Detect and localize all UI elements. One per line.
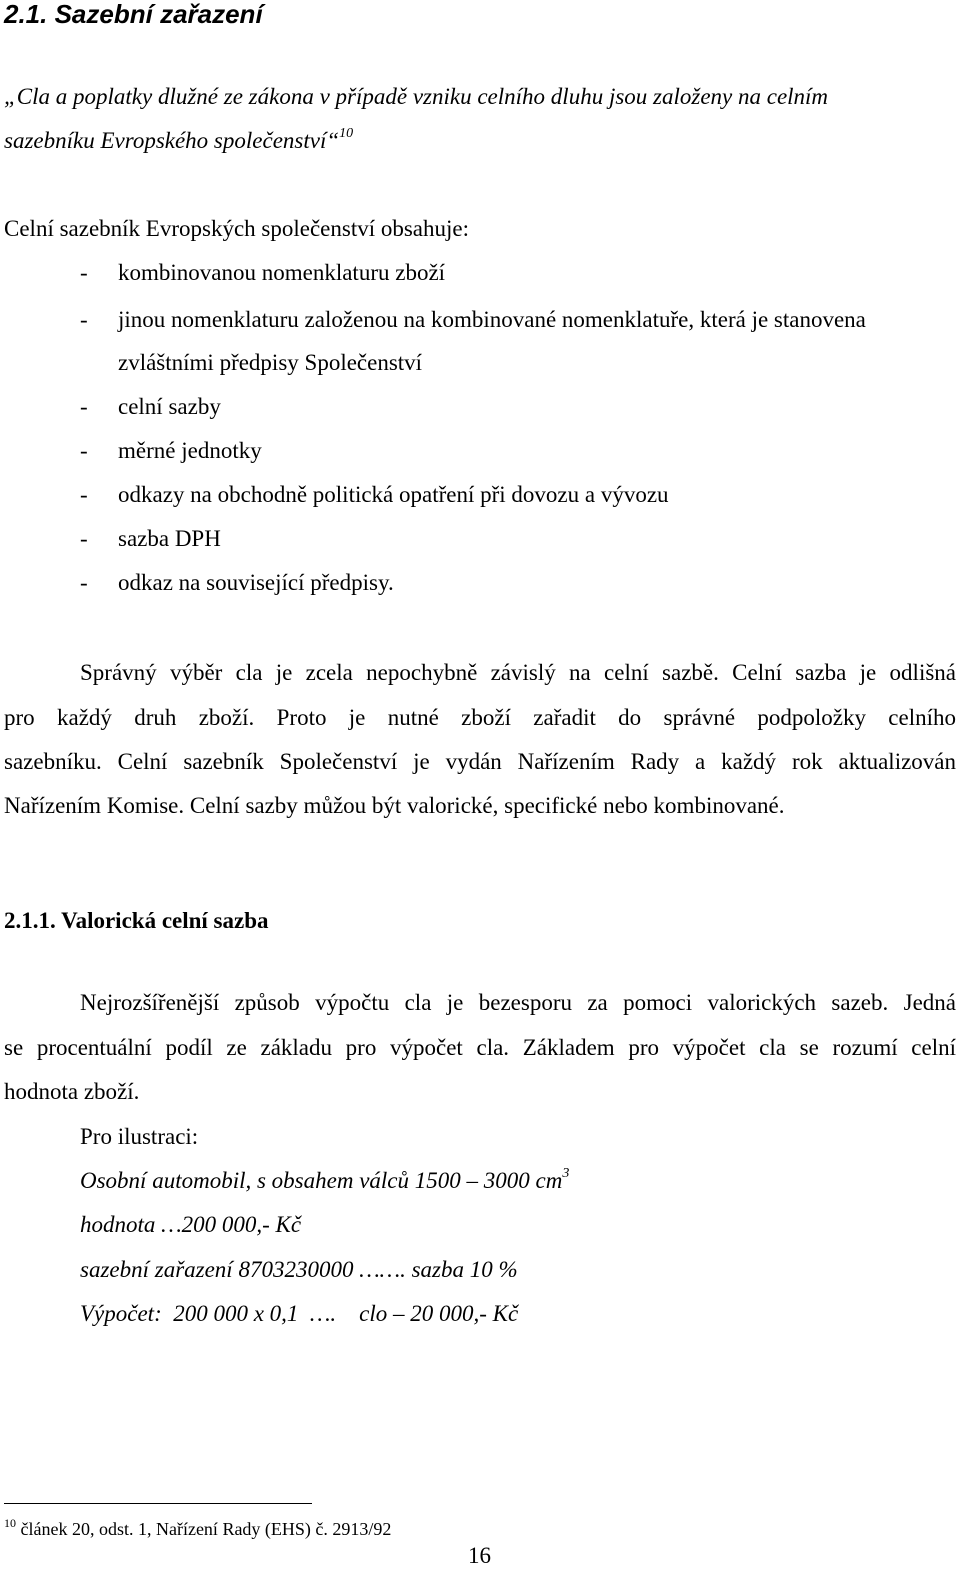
list-item: odkaz na související předpisy. [118,570,394,595]
paragraph-1-line-2: pro každý druh zboží. Proto je nutné zboží zařadit do správné podpoložky celního [4,705,956,730]
illustration-line-1-text: Osobní automobil, s obsahem válců 1500 – 3000 cm [80,1168,563,1193]
list-dash: - [80,438,88,463]
list-intro: Celní sazebník Evropských společenství obsahuje: [4,216,470,241]
list-item: kombinovanou nomenklaturu zboží [118,260,446,285]
quote-line-1: „Cla a poplatky dlužné ze zákona v případě vzniku celního dluhu jsou založeny na celním [4,84,829,109]
list-item: odkazy na obchodně politická opatření při dovozu a vývozu [118,482,669,507]
page-number: 16 [468,1543,491,1568]
list-dash: - [80,260,88,285]
illustration-line-1 [80,1168,569,1194]
list-dash: - [80,526,88,551]
list-dash: - [80,394,88,419]
footnote [4,1516,392,1540]
footnote-number: 10 [4,1516,16,1530]
subsection-heading: 2.1.1. Valorická celní sazba [4,908,269,933]
quote-text: sazebníku Evropského společenství“ [4,128,340,153]
illustration-line-2: hodnota …200 000,- Kč [80,1212,302,1237]
footnote-divider [4,1503,312,1504]
list-item: sazba DPH [118,526,221,551]
paragraph-1-line-3: sazebníku. Celní sazebník Společenství je vydán Nařízením Rady a každý rok aktualizován [4,749,956,774]
list-dash: - [80,570,88,595]
paragraph-2-line-3: hodnota zboží. [4,1079,140,1104]
footnote-reference: 10 [339,126,354,141]
illustration-line-3: sazební zařazení 8703230000 ……. sazba 10 % [80,1257,518,1282]
list-dash: - [80,307,88,332]
paragraph-1-line-1: Správný výběr cla je zcela nepochybně závislý na celní sazbě. Celní sazba je odlišná [80,660,956,685]
cubic-exponent: 3 [562,1166,570,1181]
list-item: jinou nomenklaturu založenou na kombinované nomenklatuře, která je stanovena [118,307,866,332]
illustration-label: Pro ilustraci: [80,1124,199,1149]
list-item: měrné jednotky [118,438,262,463]
section-heading: 2.1. Sazební zařazení [4,0,263,29]
footnote-text: článek 20, odst. 1, Nařízení Rady (EHS) č. 2913/92 [16,1519,392,1539]
illustration-line-4: Výpočet: 200 000 x 0,1 …. clo – 20 000,- Kč [80,1301,519,1326]
list-dash: - [80,482,88,507]
list-item: celní sazby [118,394,221,419]
quote-line-2 [4,128,353,154]
list-item-continuation: zvláštními předpisy Společenství [118,350,423,375]
paragraph-1-line-4: Nařízením Komise. Celní sazby můžou být valorické, specifické nebo kombinované. [4,793,785,818]
paragraph-2-line-1: Nejrozšířenější způsob výpočtu cla je bezesporu za pomoci valorických sazeb. Jedná [80,990,956,1015]
paragraph-2-line-2: se procentuální podíl ze základu pro výpočet cla. Základem pro výpočet cla se rozumí celní [4,1035,956,1060]
